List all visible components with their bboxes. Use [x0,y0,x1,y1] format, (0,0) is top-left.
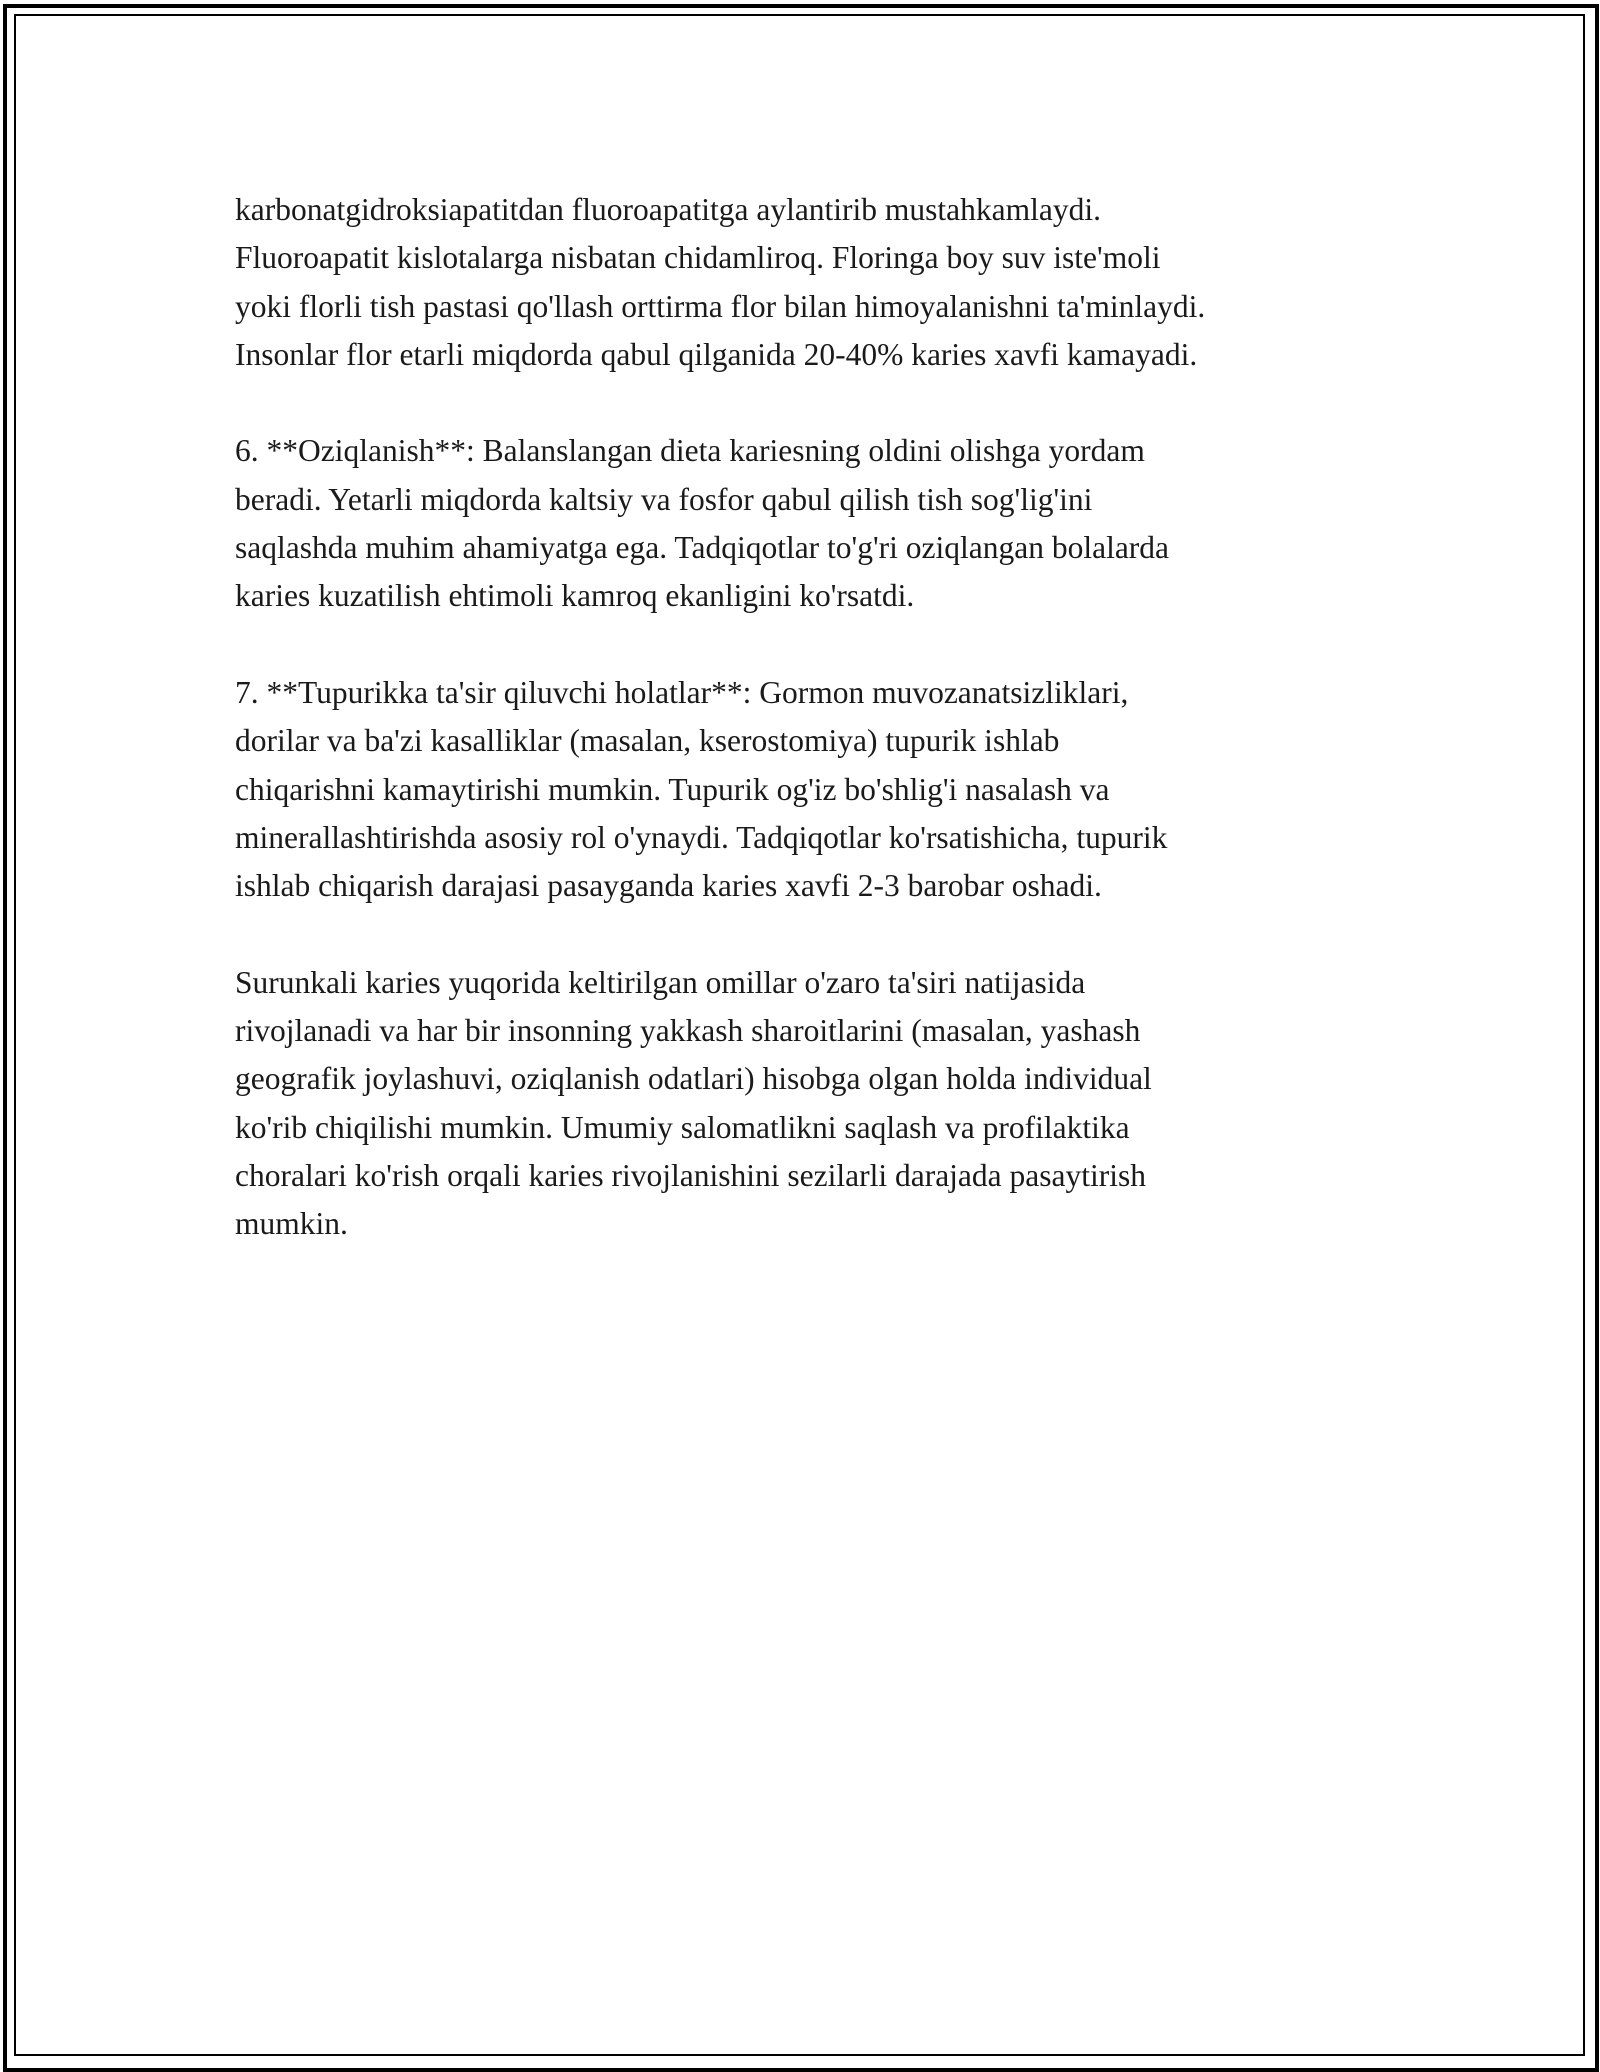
paragraph-nutrition: 6. **Oziqlanish**: Balanslangan dieta kariesning oldini olishga yordam beradi. Yetarli miqdorda kaltsiy va fosfor qabul qilish tish sog'lig'ini saqlashda muhim ahamiyatga ega. Tadqiqotlar to'g'ri oziqlangan bolalarda karies kuzatilish ehtimoli kamroq ekanligini ko'rsatdi. [235,433,1170,614]
paragraph-fluoride: karbonatgidroksiapatitdan fluoroapatitga aylantirib mustahkamlaydi. Fluoroapatit kislotalarga nisbatan chidamliroq. Floringa boy suv iste'moli yoki florli tish pastasi qo'llash orttirma flor bilan himoyalanishni ta'minlaydi. Insonlar flor etarli miqdorda qabul qilganida 20-40% karies xavfi kamayadi. [235,192,1206,372]
document-body [235,186,1395,1297]
paragraph-saliva: 7. **Tupurikka ta'sir qiluvchi holatlar**: Gormon muvozanatsizliklari, dorilar va ba'zi kasalliklar (masalan, kserostomiya) tupurik ishlab chiqarishni kamaytirishi mumkin. Tupurik og'iz bo'shlig'i nasalash va minerallashtirishda asosiy rol o'ynaydi. Tadqiqotlar ko'rsatishicha, tupurik ishlab chiqarish darajasi pasayganda karies xavfi 2-3 barobar oshadi. [235,674,1168,904]
paragraph-conclusion: Surunkali karies yuqorida keltirilgan omillar o'zaro ta'siri natijasida rivojlanadi va har bir insonning yakkash sharoitlarini (masalan, yashash geografik joylashuvi, oziqlanish odatlari) hisobga olgan holda individual ko'rib chiqilishi mumkin. Umumiy salomatlikni saqlash va profilaktika choralari ko'rish orqali karies rivojlanishini sezilarli darajada pasaytirish mumkin. [235,964,1152,1242]
